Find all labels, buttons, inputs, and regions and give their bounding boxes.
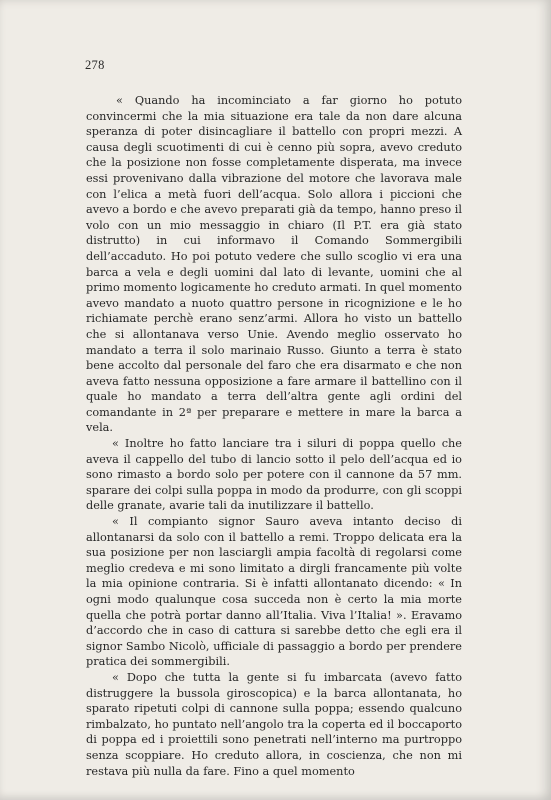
paragraph-4: « Dopo che tutta la gente si fu imbarcata (avevo fatto distruggere la bussola giroscopica) e la barca allontanata, ho sparato ripetuti colpi di cannone sulla poppa; essendo qualcuno rimbalzato, ho puntato nell’angolo tra la coperta ed il boccaporto di poppa ed i proiettili sono penetrati nell’interno ma purtroppo senza scoppiare. Ho creduto allora, in coscienza, che non mi restava più nulla da fare. Fino a quel momento — [86, 670, 462, 778]
paragraph-2: « Inoltre ho fatto lanciare tra i siluri di poppa quello che aveva il cappello del tubo di lancio sotto il pelo dell’acqua ed io sono rimasto a bordo solo per potere con il cannone da 57 mm. sparare dei colpi sulla poppa in modo da produrre, con gli scoppi delle granate, avarie tali da inutilizzare il battello. — [86, 437, 462, 513]
page-number: 278 — [85, 58, 105, 72]
paragraph-1: « Quando ha incominciato a far giorno ho potuto convincermi che la mia situazione era tale da non dare alcuna speranza di poter disincagliare il battello con propri mezzi. A causa degli scuotimenti di cui è cenno più sopra, avevo creduto che la posizione non fosse completamente disperata, ma invece essi provenivano dalla vibrazione del motore che lavorava male con l’elica a metà fuori dell’acqua. Solo allora i piccioni che avevo a bordo e che avevo preparati già da tempo, hanno preso il volo con un mio messaggio in chiaro (Il P.T. era già stato distrutto) in cui informavo il Comando Sommergibili dell’accaduto. Ho poi potuto vedere che sullo scoglio vi era una barca a vela e degli uomini dal lato di levante, uomini che al primo momento logicamente ho creduto armati. In quel momento avevo mandato a nuoto quattro persone in ricognizione e le ho richiamate perchè erano senz’armi. Allora ho visto un battello che si allontanava verso Unie. Avendo meglio osservato ho mandato a terra il solo marinaio Russo. Giunto a terra è stato bene accolto dal personale del faro che era disarmato e che non aveva fatto nessuna opposizione a fare armare il battellino con il quale ho mandato a terra dell’altra gente agli ordini del comandante in 2ª per preparare e mettere in mare la barca a vela. — [86, 94, 462, 435]
body-text — [86, 93, 462, 779]
paragraph-3: « Il compianto signor Sauro aveva intanto deciso di allontanarsi da solo con il battello a remi. Troppo delicata era la sua posizione per non lasciargli ampia facoltà di regolarsi come meglio credeva e mi sono limitato a dirgli francamente più volte la mia opinione contraria. Si è infatti allontanato dicendo: « In ogni modo qualunque cosa succeda non è certo la mia morte quella che potrà portar danno all’Italia. Viva l’Italia! ». Eravamo d’accordo che in caso di cattura si sarebbe detto che egli era il signor Sambo Nicolò, ufficiale di passaggio a bordo per prendere pratica dei sommergibili. — [86, 515, 462, 669]
